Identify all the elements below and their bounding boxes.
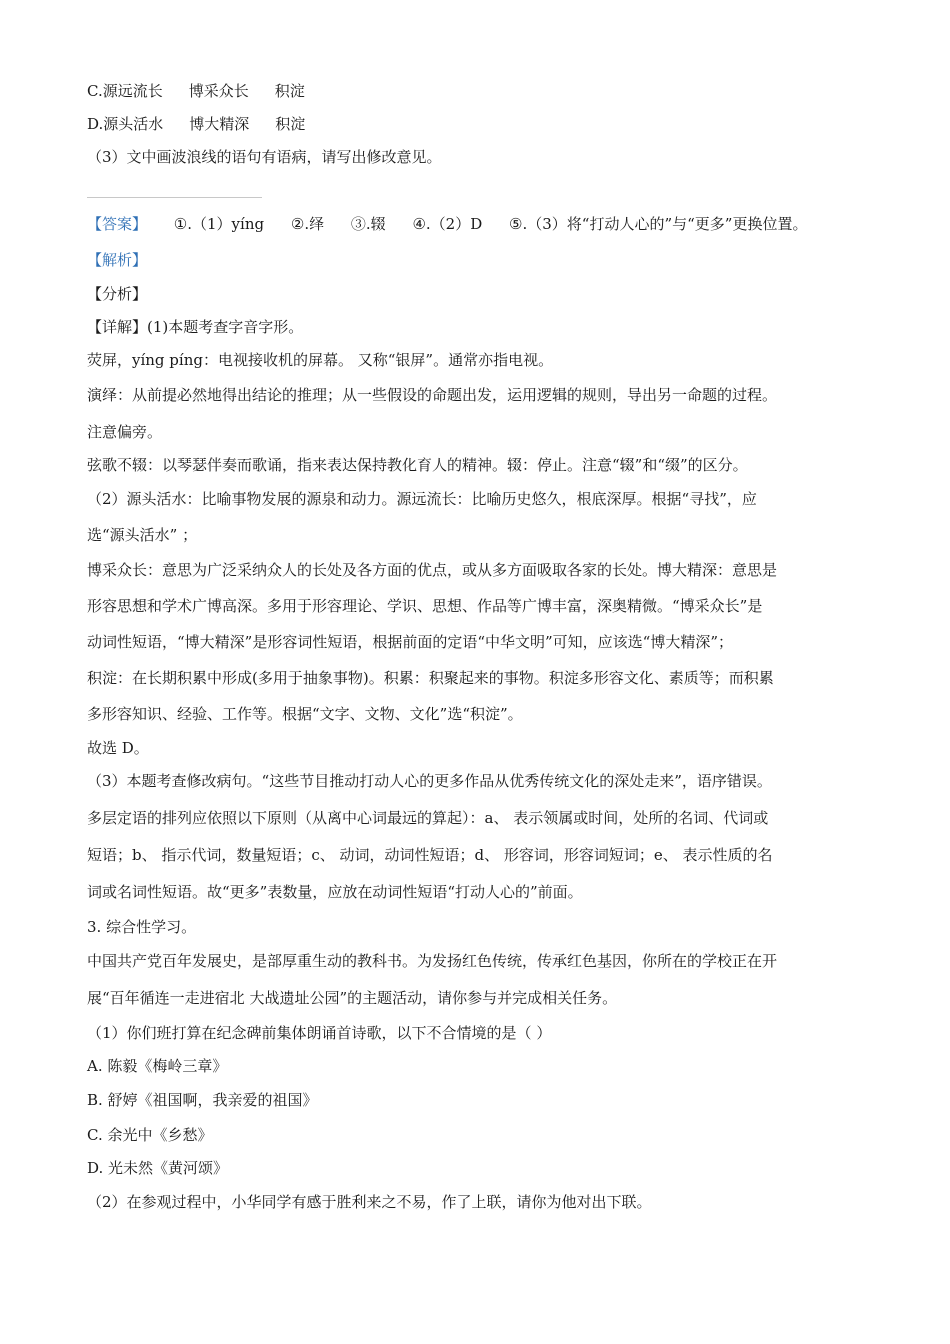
option-a: A. 陈毅《梅岭三章》 — [87, 1057, 228, 1075]
option-word-2: 博采众长 — [188, 82, 249, 100]
detail-line-5: 弦歌不辍：以琴瑟伴奏而歌诵，指来表达保持教化育人的精神。辍：停止。注意“辍”和“缀”的区分。 — [87, 456, 748, 474]
option-word-1: 源远流长 — [102, 82, 163, 100]
detail-line-1 — [87, 317, 303, 337]
fenxi-tag: 【分析】 — [87, 285, 148, 303]
detail-line-7: 选“源头活水” ； — [87, 526, 198, 544]
answer-item-4: ④.（2）D — [412, 215, 483, 233]
option-word-1: 源头活水 — [103, 115, 164, 133]
option-word-3: 积淀 — [275, 115, 306, 133]
detail-line-8: 博采众长：意思为广泛采纳众人的长处及各方面的优点，或从多方面吸取各家的长处。博大精深：意思是 — [87, 561, 778, 579]
detail-line-13: 故选 D。 — [87, 739, 149, 757]
detail-text: (1)本题考查字音字形。 — [147, 318, 304, 336]
section-divider — [87, 197, 262, 198]
detail-line-15: 多层定语的排列应依照以下原则（从离中心词最远的算起）：a、 表示领属或时间，处所的名词、代词或 — [87, 809, 769, 827]
question-3-sub-2: （2）在参观过程中，小华同学有感于胜利来之不易，作了上联，请你为他对出下联。 — [87, 1193, 652, 1211]
answer-tag: 【答案】 — [87, 215, 148, 233]
detail-line-3: 演绎：从前提必然地得出结论的推理；从一些假设的命题出发，运用逻辑的规则，导出另一命题的过程。 — [87, 386, 778, 404]
detail-tag: 【详解】 — [87, 318, 148, 336]
detail-line-16: 短语；b、 指示代词，数量短语；c、 动词，动词性短语；d、 形容词，形容词短词；e、 表示性质的名 — [87, 846, 773, 864]
question-3-intro-2: 展“百年循连一走进宿北 大战遗址公园”的主题活动，请你参与并完成相关任务。 — [87, 989, 618, 1007]
detail-line-6: （2）源头活水：比喻事物发展的源泉和动力。源远流长：比喻历史悠久，根底深厚。根据“寻找”，应 — [87, 490, 757, 508]
question-3-title: 3. 综合性学习。 — [87, 918, 197, 936]
detail-line-2: 荧屏，yíng píng：电视接收机的屏幕。 又称“银屏”。通常亦指电视。 — [87, 351, 554, 369]
answer-item-2: ②.绎 — [290, 215, 325, 233]
detail-line-9: 形容思想和学术广博高深。多用于形容理论、学识、思想、作品等广博丰富，深奥精微。“博采众长”是 — [87, 597, 763, 615]
option-label: D. — [87, 115, 104, 133]
detail-line-14: （3）本题考查修改病句。“这些节目推动打动人心的更多作品从优秀传统文化的深处走来”，语序错误。 — [87, 772, 772, 790]
detail-line-17: 词或名词性短语。故“更多”表数量，应放在动词性短语“打动人心的”前面。 — [87, 883, 583, 901]
option-word-3: 积淀 — [274, 82, 305, 100]
option-c: C. 余光中《乡愁》 — [87, 1126, 213, 1144]
option-label: C. — [87, 82, 103, 100]
answer-item-5: ⑤.（3）将“打动人心的”与“更多”更换位置。 — [509, 215, 808, 233]
question-3-intro-1: 中国共产党百年发展史，是部厚重生动的教科书。为发扬红色传统，传承红色基因，你所在的学校正在开 — [87, 952, 778, 970]
detail-line-12: 多形容知识、经验、工作等。根据“文字、文物、文化”选“积淀”。 — [87, 705, 523, 723]
question-3-sub-1: （1）你们班打算在纪念碑前集体朗诵首诗歌，以下不合情境的是（ ） — [87, 1024, 552, 1042]
option-word-2: 博大精深 — [189, 115, 250, 133]
answer-item-3: ③.辍 — [350, 215, 386, 233]
question-3-prev: （3）文中画波浪线的语句有语病，请写出修改意见。 — [87, 148, 442, 166]
option-d: D. 光未然《黄河颂》 — [87, 1159, 229, 1177]
detail-line-4: 注意偏旁。 — [87, 423, 163, 441]
detail-line-10: 动词性短语，“博大精深”是形容词性短语，根据前面的定语“中华文明”可知，应该选“博大精深”； — [87, 633, 734, 651]
option-c-prev — [87, 81, 305, 101]
option-b: B. 舒婷《祖国啊，我亲爱的祖国》 — [87, 1091, 318, 1109]
answer-line — [87, 214, 807, 234]
option-d-prev — [87, 114, 305, 134]
detail-line-11: 积淀：在长期积累中形成(多用于抽象事物)。积累：积聚起来的事物。积淀多形容文化、素质等；而积累 — [87, 669, 774, 687]
answer-item-1: ①.（1）yíng — [173, 215, 265, 233]
analysis-tag: 【解析】 — [87, 251, 148, 269]
